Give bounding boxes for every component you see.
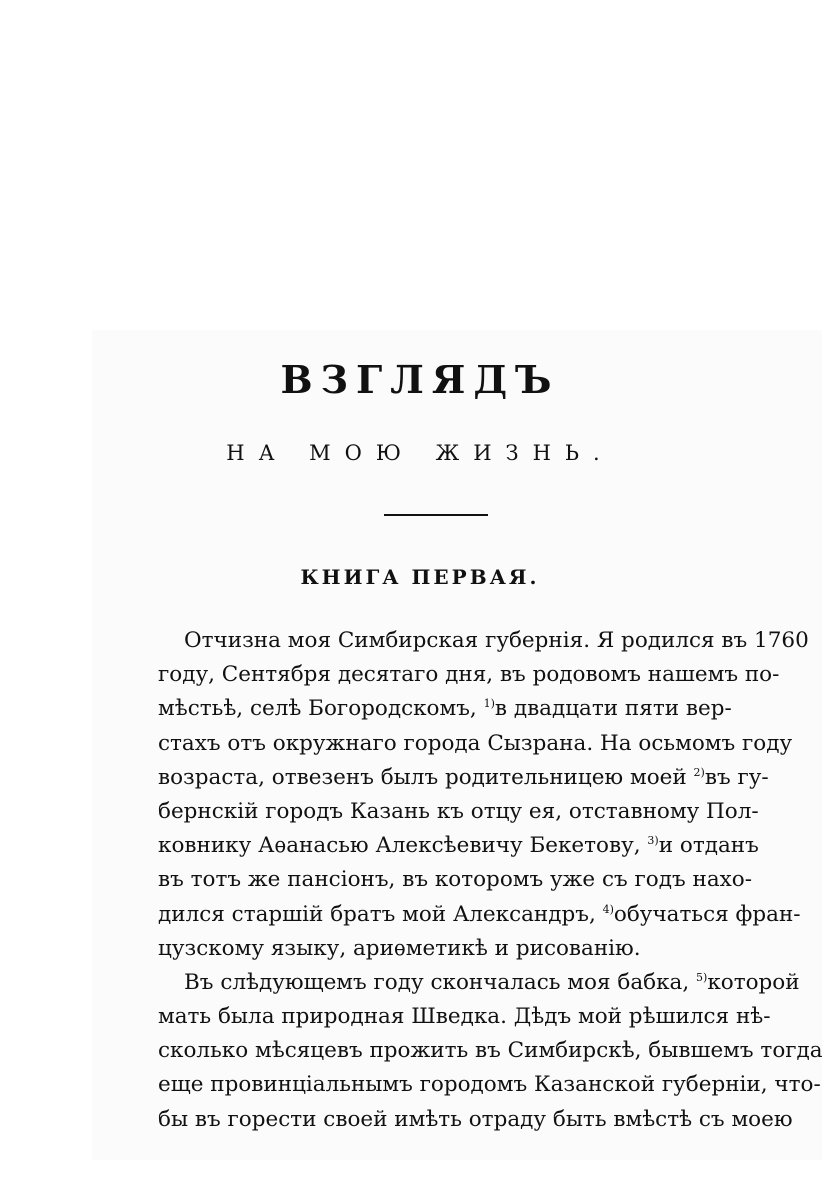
footnote-mark: 2) <box>693 765 705 779</box>
text-line: въ тотъ же пансіонъ, въ которомъ уже съ годъ нахо- <box>158 867 752 893</box>
text-line: мать была природная Шведка. Дѣдъ мой рѣшился нѣ- <box>158 1004 771 1030</box>
text-line: Отчизна моя Симбирская губернія. Я родился въ 1760 <box>184 628 809 653</box>
text-line: бернскій городъ Казань къ отцу ея, отставному Пол- <box>158 798 759 824</box>
page-subtitle: НА МОЮ ЖИЗНЬ. <box>226 441 614 465</box>
text-line: бы въ горести своей имѣть отраду быть вмѣстѣ съ моею <box>158 1106 793 1132</box>
text-line: году, Сентября десятаго дня, въ родовомъ нашемъ по- <box>158 662 780 688</box>
text-line: ковнику Аѳанасью Алексѣевичу Бекетову, $^{3)}$ и отданъ <box>158 833 759 859</box>
footnote-mark: 4) <box>602 902 614 916</box>
text-line: стахъ отъ окружнаго города Сызрана. На осьмомъ году <box>158 730 793 756</box>
text-line: Въ слѣдующемъ году скончалась моя бабка, $^{5)}$ которой <box>184 969 800 995</box>
text-line: сколько мѣсяцевъ прожить въ Симбирскѣ, бывшемъ тогда <box>158 1038 823 1064</box>
footnote-mark: 3) <box>647 833 659 847</box>
text-line: возраста, отвезенъ былъ родительницею моей $^{2)}$ въ гу- <box>158 764 769 790</box>
text-line: дился старшій братъ мой Александръ, $^{4)}$ обучаться фран- <box>158 901 801 927</box>
divider-rule <box>384 514 488 516</box>
footnote-mark: 1) <box>483 697 495 711</box>
footnote-mark: 5) <box>696 970 708 984</box>
page-title: ВЗГЛЯДЪ <box>280 357 560 402</box>
text-line: еще провинціальнымъ городомъ Казанской губерніи, что- <box>158 1072 821 1098</box>
text-line: мѣстьѣ, селѣ Богородскомъ, $^{1)}$ в двадцати пяти вер- <box>158 696 732 722</box>
book-heading: КНИГА ПЕРВАЯ. <box>300 565 540 589</box>
text-line: цузскому языку, ариѳметикѣ и рисованію. <box>158 935 641 961</box>
body-text <box>158 624 823 1137</box>
